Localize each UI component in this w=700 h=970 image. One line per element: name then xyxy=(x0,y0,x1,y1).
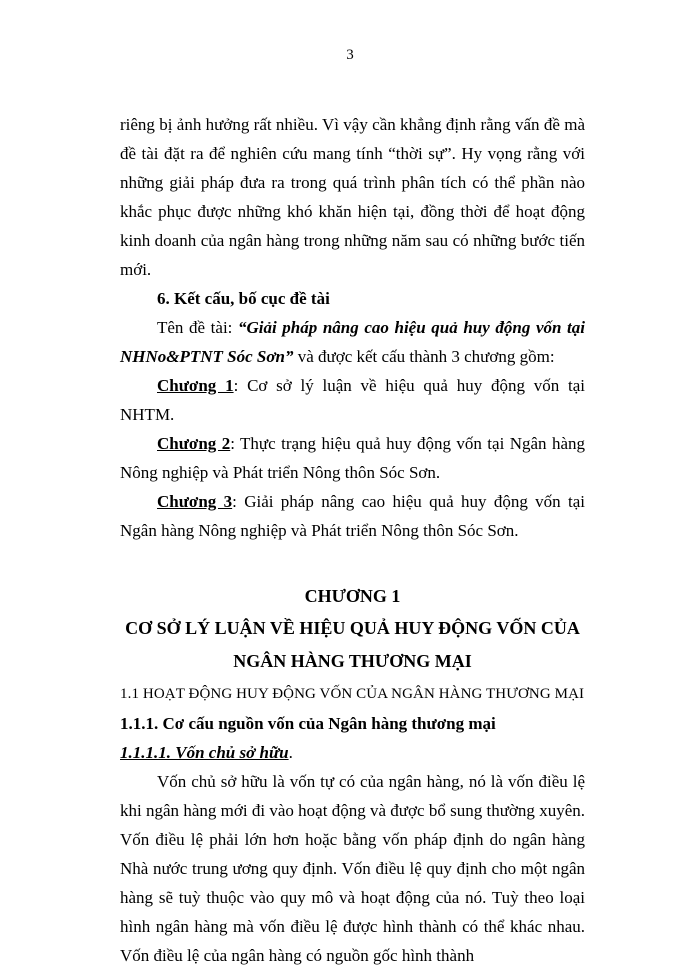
chapter-2-summary xyxy=(120,429,585,487)
chapter-subtitle-line-2: NGÂN HÀNG THƯƠNG MẠI xyxy=(233,651,472,671)
chapter-3-summary xyxy=(120,487,585,545)
document-body xyxy=(120,110,585,970)
chapter-3-label: Chương 3 xyxy=(157,492,233,511)
chapter-subtitle-line-1: CƠ SỞ LÝ LUẬN VỀ HIỆU QUẢ HUY ĐỘNG VỐN CỦA xyxy=(125,618,580,638)
topic-prefix: Tên đề tài: xyxy=(157,318,238,337)
page-number: 3 xyxy=(346,47,354,63)
chapter-1-label: Chương 1 xyxy=(157,376,234,395)
chapter-title: CHƯƠNG 1 xyxy=(304,586,401,606)
chapter-2-label: Chương 2 xyxy=(157,434,231,453)
chapter-3-text: : Giải pháp nâng cao hiệu quả huy động vốn tại Ngân hàng Nông nghiệp và Phát triển Nông thôn Sóc Sơn. xyxy=(120,492,585,540)
section-6-heading: 6. Kết cấu, bố cục đề tài xyxy=(157,289,330,308)
section-1-1-1-1-title: 1.1.1.1. Vốn chủ sở hữu xyxy=(120,743,289,762)
chapter-1-text: : Cơ sở lý luận về hiệu quả huy động vốn tại NHTM. xyxy=(120,376,585,424)
section-1-1-1-1-dot: . xyxy=(288,743,293,762)
chapter-2-text: : Thực trạng hiệu quả huy động vốn tại Ngân hàng Nông nghiệp và Phát triển Nông thôn Sóc Sơn. xyxy=(120,434,585,482)
equity-paragraph: Vốn chủ sở hữu là vốn tự có của ngân hàng, nó là vốn điều lệ khi ngân hàng mới đi vào hoạt động và được bổ sung thường xuyên. Vốn điều lệ phải lớn hơn hoặc bằng vốn pháp định do ngân hàng Nhà nước trung ương quy định. Vốn điều lệ quy định cho một ngân hàng sẽ tuỳ thuộc vào quy mô và hoạt động của nó. Tuỳ theo loại hình ngân hàng mà vốn điều lệ được hình thành có thể khác nhau. Vốn điều lệ của ngân hàng có nguồn gốc hình thành xyxy=(120,772,585,965)
topic-paragraph xyxy=(120,313,585,371)
section-1-1-1-1-heading xyxy=(120,738,585,767)
section-1-1-1-heading: 1.1.1. Cơ cấu nguồn vốn của Ngân hàng thương mại xyxy=(120,714,496,733)
intro-paragraph: riêng bị ảnh hưởng rất nhiều. Vì vậy cần khẳng định rằng vấn đề mà đề tài đặt ra để nghiên cứu mang tính “thời sự”. Hy vọng rằng với những giải pháp đưa ra trong quá trình phân tích có thể phần nào khắc phục được những khó khăn hiện tại, đồng thời để hoạt động kinh doanh của ngân hàng trong những năm sau có những bước tiến mới. xyxy=(120,115,585,279)
topic-suffix: và được kết cấu thành 3 chương gồm: xyxy=(293,347,555,366)
topic-title: “Giải pháp nâng cao hiệu quả huy động vốn tại NHNo&PTNT Sóc Sơn” xyxy=(120,318,585,366)
section-1-1-heading: 1.1 HOẠT ĐỘNG HUY ĐỘNG VỐN CỦA NGÂN HÀNG THƯƠNG MẠI xyxy=(120,686,585,702)
chapter-1-summary xyxy=(120,371,585,429)
